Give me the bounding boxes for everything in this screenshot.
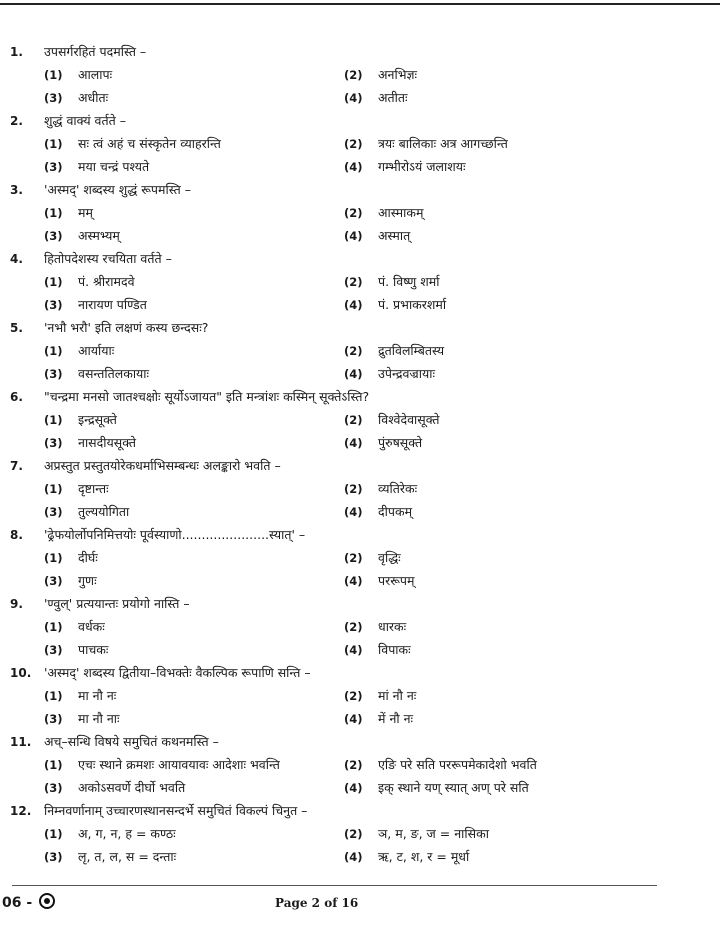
option-3[interactable] [44,778,185,798]
option-2[interactable] [344,341,444,361]
option-text: एचः स्थाने क्रमशः आयावयावः आदेशाः भवन्ति [78,757,280,772]
option-1[interactable] [44,341,114,361]
option-number: (2) [344,551,363,565]
option-1[interactable] [44,686,116,706]
top-rule [0,3,720,5]
option-text: तुल्ययोगिता [78,504,130,519]
option-number: (3) [44,436,63,450]
question [0,249,720,318]
question-text: निम्नवर्णानाम् उच्चारणस्थानसन्दर्भे समुचितं विकल्पं चिनुत – [44,803,308,818]
option-3[interactable] [44,433,136,453]
question-number: 5. [10,321,23,335]
option-number: (3) [44,229,63,243]
question [0,801,720,870]
option-1[interactable] [44,65,112,85]
option-4[interactable] [344,226,410,246]
question-text: "चन्द्रमा मनसो जातश्चक्षोः सूर्योऽजायत" इति मन्त्रांशः कस्मिन् सूक्तेऽस्ति? [44,389,370,404]
option-number: (3) [44,850,63,864]
option-text: ऋ, ट, श, र = मूर्धा [378,849,470,864]
question-number: 3. [10,183,23,197]
option-3[interactable] [44,157,149,177]
option-text: नारायण पण्डित [78,297,147,312]
option-number: (4) [344,574,363,588]
option-number: (4) [344,436,363,450]
option-text: पं. श्रीरामदवे [78,274,135,289]
question-number: 4. [10,252,23,266]
option-text: गुणः [78,573,97,588]
option-number: (1) [44,275,63,289]
option-2[interactable] [344,479,417,499]
option-text: गम्भीरोऽयं जलाशयः [378,159,466,174]
option-number: (3) [44,712,63,726]
option-number: (4) [344,367,363,381]
option-3[interactable] [44,571,97,591]
option-text: मा नौ नः [78,688,117,703]
option-text: दृष्टान्तः [78,481,109,496]
option-number: (3) [44,160,63,174]
option-number: (4) [344,298,363,312]
option-text: ञ, म, ङ, ज = नासिका [378,826,489,841]
question [0,732,720,801]
option-text: पाचकः [78,642,109,657]
circle-dot-icon [39,893,55,909]
option-number: (1) [44,758,63,772]
option-2[interactable] [344,548,401,568]
option-3[interactable] [44,295,147,315]
option-1[interactable] [44,755,280,775]
option-number: (3) [44,574,63,588]
question [0,456,720,525]
question-number: 9. [10,597,23,611]
option-text: पुंरुषसूक्ते [378,435,423,450]
option-2[interactable] [344,65,417,85]
option-number: (1) [44,827,63,841]
option-number: (4) [344,643,363,657]
question [0,525,720,594]
option-2[interactable] [344,824,489,844]
option-text: वृद्धिः [378,550,401,565]
option-1[interactable] [44,410,117,430]
option-2[interactable] [344,686,416,706]
option-text: आलापः [78,67,113,82]
option-number: (4) [344,229,363,243]
question-number: 2. [10,114,23,128]
option-1[interactable] [44,824,176,844]
option-number: (3) [44,643,63,657]
option-number: (4) [344,712,363,726]
option-number: (2) [344,137,363,151]
question-number: 11. [10,735,32,749]
option-number: (2) [344,275,363,289]
option-3[interactable] [44,226,120,246]
option-text: नासदीयसूक्ते [78,435,137,450]
option-text: अस्मात् [378,228,411,243]
option-text: दीपकम् [378,504,413,519]
option-text: अ, ग, न, ह = कण्ठः [78,826,176,841]
option-number: (4) [344,850,363,864]
option-text: लृ, त, ल, स = दन्ताः [78,849,177,864]
option-1[interactable] [44,479,109,499]
question-list [0,42,720,870]
option-number: (1) [44,620,63,634]
option-2[interactable] [344,755,537,775]
option-number: (4) [344,781,363,795]
question-number: 10. [10,666,32,680]
question-text: 'अस्मद्' शब्दस्य द्वितीया–विभक्तेः वैकल्पिक रूपाणि सन्ति – [44,665,311,680]
option-4[interactable] [344,433,422,453]
option-number: (1) [44,68,63,82]
option-text: उपेन्द्रवज्रायाः [378,366,435,381]
option-number: (3) [44,505,63,519]
option-1[interactable] [44,203,93,223]
option-text: वसन्ततिलकायाः [78,366,150,381]
question-text: 'ण्वुल्' प्रत्ययान्तः प्रयोगो नास्ति – [44,596,190,611]
question-text: शुद्धं वाक्यं वर्तते – [44,113,126,128]
question [0,594,720,663]
option-text: विपाकः [378,642,411,657]
option-3[interactable] [44,88,108,108]
footer-rule [12,885,657,886]
option-number: (1) [44,413,63,427]
option-text: अकोऽसवर्णे दीर्घो भवति [78,780,186,795]
option-number: (1) [44,344,63,358]
option-text: मम् [78,205,93,220]
option-number: (1) [44,551,63,565]
question-number: 8. [10,528,23,542]
option-text: पं. प्रभाकरशर्मा [378,297,447,312]
option-number: (2) [344,758,363,772]
option-text: विश्वेदेवासूक्ते [378,412,440,427]
option-text: पं. विष्णु शर्मा [378,274,440,289]
question [0,42,720,111]
option-number: (2) [344,344,363,358]
option-number: (2) [344,689,363,703]
option-text: अनभिज्ञः [378,67,418,82]
option-4[interactable] [344,571,415,591]
option-number: (2) [344,827,363,841]
option-4[interactable] [344,157,466,177]
option-3[interactable] [44,640,108,660]
option-1[interactable] [44,617,105,637]
option-text: आर्यायाः [78,343,115,358]
option-text: धारकः [378,619,407,634]
booklet-code: 06 - [2,895,33,911]
option-number: (3) [44,91,63,105]
option-text: में नौ नः [378,711,414,726]
option-text: पररूपम् [378,573,415,588]
option-text: अतीतः [378,90,408,105]
option-2[interactable] [344,617,406,637]
question-text: उपसर्गरहितं पदमस्ति – [44,44,147,59]
option-number: (4) [344,505,363,519]
question [0,180,720,249]
option-4[interactable] [344,502,412,522]
option-number: (3) [44,298,63,312]
option-text: मा नौ नाः [78,711,120,726]
option-text: द्रुतविलम्बितस्य [378,343,445,358]
option-text: अधीतः [78,90,109,105]
option-number: (3) [44,781,63,795]
question [0,318,720,387]
option-number: (2) [344,482,363,496]
option-3[interactable] [44,709,120,729]
option-2[interactable] [344,410,440,430]
option-4[interactable] [344,709,413,729]
question-text: 'ढ्रेफयोर्लोपनिमित्तयोः पूर्वस्याणो......................स्यात्' – [44,527,306,542]
option-1[interactable] [44,272,135,292]
option-text: आस्माकम् [378,205,424,220]
option-text: सः त्वं अहं च संस्कृतेन व्याहरन्ति [78,136,221,151]
option-2[interactable] [344,203,423,223]
option-number: (1) [44,206,63,220]
option-4[interactable] [344,364,435,384]
option-number: (1) [44,137,63,151]
option-4[interactable] [344,88,408,108]
option-number: (1) [44,482,63,496]
question [0,111,720,180]
option-text: त्रयः बालिकाः अत्र आगच्छन्ति [378,136,508,151]
question-number: 12. [10,804,32,818]
option-3[interactable] [44,847,176,867]
option-4[interactable] [344,847,469,867]
option-4[interactable] [344,295,446,315]
option-text: एङि परे सति पररूपमेकादेशो भवति [378,757,537,772]
page-number: Page 2 of 16 [275,896,359,910]
question-text: अच्–सन्धि विषये समुचितं कथनमस्ति – [44,734,219,749]
question-text: 'अस्मद्' शब्दस्य शुद्धं रूपमस्ति – [44,182,191,197]
question-number: 1. [10,45,23,59]
option-text: इन्द्रसूक्ते [78,412,117,427]
question-number: 7. [10,459,23,473]
option-2[interactable] [344,272,439,292]
question-text: हितोपदेशस्य रचयिता वर्तते – [44,251,172,266]
option-1[interactable] [44,548,98,568]
option-3[interactable] [44,364,149,384]
option-text: व्यतिरेकः [378,481,418,496]
option-number: (2) [344,68,363,82]
option-4[interactable] [344,640,411,660]
option-1[interactable] [44,134,221,154]
footer-code [2,893,55,912]
option-number: (2) [344,620,363,634]
option-text: मया चन्द्रं पश्यते [78,159,150,174]
option-number: (3) [44,367,63,381]
question [0,387,720,456]
option-text: मां नौ नः [378,688,417,703]
option-text: इक् स्थाने यण् स्यात् अण् परे सति [378,780,529,795]
option-2[interactable] [344,134,508,154]
option-number: (2) [344,413,363,427]
option-text: दीर्घः [78,550,98,565]
option-text: अस्मभ्यम् [78,228,120,243]
question-text: अप्रस्तुत प्रस्तुतयोरेकधर्माभिसम्बन्धः अलङ्कारो भवति – [44,458,281,473]
option-4[interactable] [344,778,529,798]
option-3[interactable] [44,502,129,522]
option-number: (2) [344,206,363,220]
option-number: (4) [344,91,363,105]
option-number: (4) [344,160,363,174]
option-text: वर्धकः [78,619,105,634]
question-number: 6. [10,390,23,404]
question [0,663,720,732]
option-number: (1) [44,689,63,703]
question-text: 'नभौ भरौ' इति लक्षणं कस्य छन्दसः? [44,320,209,335]
